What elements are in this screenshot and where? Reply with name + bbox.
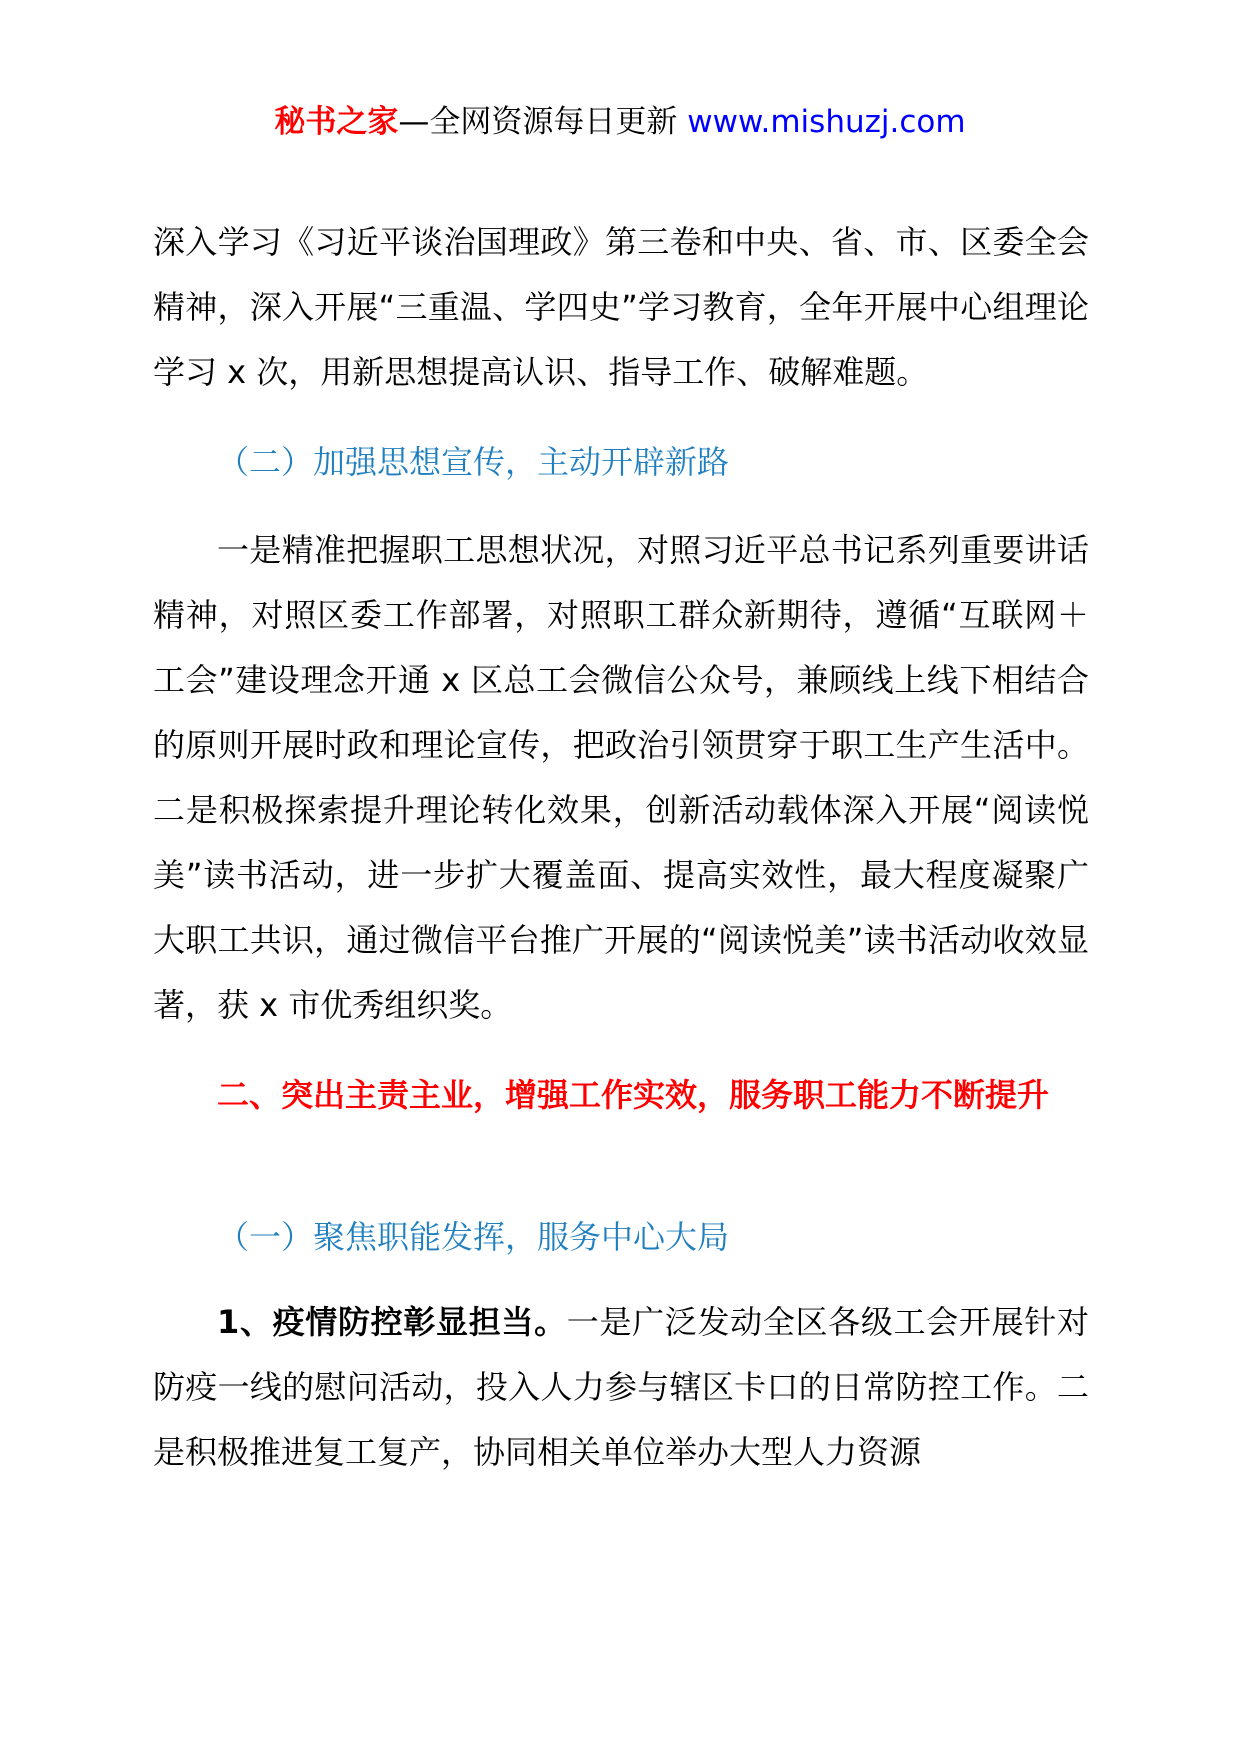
chapter-heading-2: 二、突出主责主业，增强工作实效，服务职工能力不断提升 [217,1076,1050,1114]
header-url[interactable]: www.mishuzj.com [687,104,966,140]
section-heading-2: （二）加强思想宣传，主动开辟新路 [217,443,730,481]
paragraph-publicity: 一是精准把握职工思想状况，对照习近平总书记系列重要讲话精神，对照区委工作部署，对照职工群众新期待，遵循“互联网＋工会”建设理念开通 x 区总工会微信公众号，兼顾线上线下相结合的原则开展时政和理论宣传，把政治引领贯穿于职工生产生活中。二是积极探索提升理论转化效果，创新活动载体深入开展“阅读悦美”读书活动，进一步扩大覆盖面、提高实效性，最大程度凝聚广大职工共识，通过微信平台推广开展的“阅读悦美”读书活动收效显著，获 x 市优秀组织奖。 [153,531,1089,1024]
page-header [0,100,1240,144]
header-slogan: —全网资源每日更新 [398,104,688,140]
paragraph-epidemic [153,1290,1089,1485]
paragraph-lead: 1、疫情防控彰显担当。 [217,1303,567,1341]
paragraph-study: 深入学习《习近平谈治国理政》第三卷和中央、省、市、区委全会精神，深入开展“三重温、学四史”学习教育，全年开展中心组理论学习 x 次，用新思想提高认识、指导工作、破解难题。 [153,223,1089,391]
paragraph-body: 一是广泛发动全区各级工会开展针对防疫一线的慰问活动，投入人力参与辖区卡口的日常防控工作。二是积极推进复工复产，协同相关单位举办大型人力资源 [153,1303,1089,1471]
header-brand: 秘书之家 [274,104,399,140]
section-heading-1: （一）聚焦职能发挥，服务中心大局 [217,1218,730,1256]
